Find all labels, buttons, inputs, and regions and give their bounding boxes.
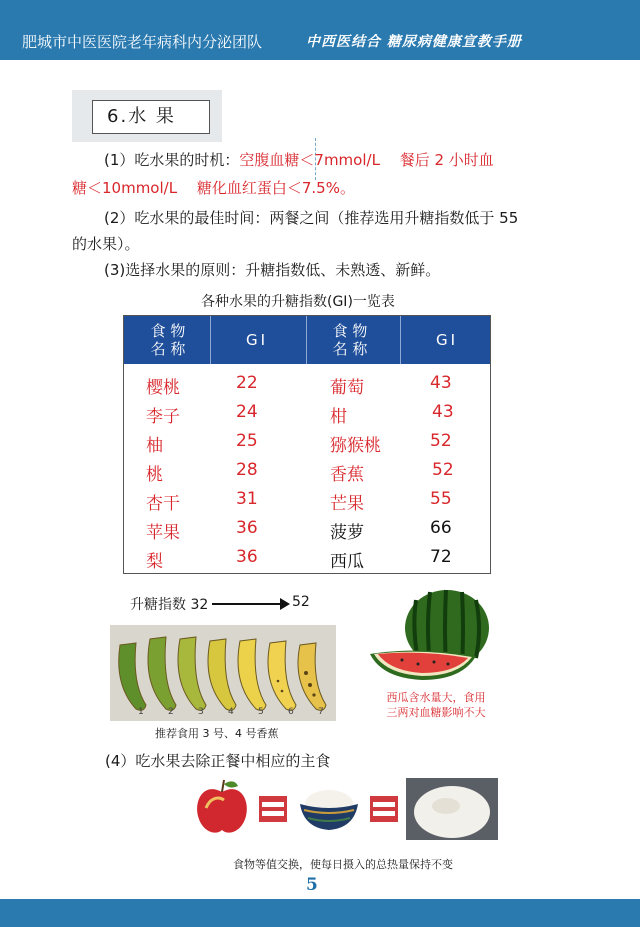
para2-line1: (2）吃水果的最佳时间：两餐之间（推荐选用升糖指数低于 55 [104, 209, 519, 227]
right-row-4-name: 香蕉 [330, 465, 364, 485]
para1-red1: 空腹血糖＜7mmol/L 餐后 2 小时血 [239, 151, 494, 169]
right-row-5-name: 芒果 [330, 494, 364, 514]
banana-number-2: 2 [168, 707, 174, 717]
banana-number-5: 5 [258, 707, 264, 717]
left-row-4-name: 桃 [146, 465, 163, 485]
banana-ripeness-image [110, 625, 336, 721]
gi-table-header [124, 316, 490, 364]
watermelon-icon [366, 588, 496, 680]
rice-bowl-icon [296, 782, 362, 834]
left-row-7-gi: 36 [236, 547, 258, 567]
left-row-6-name: 苹果 [146, 523, 180, 543]
banana-number-7: 7 [318, 707, 324, 717]
steamed-bun-icon [406, 778, 498, 840]
equals-icon [370, 796, 398, 822]
para1-line1 [104, 146, 494, 174]
left-row-7-name: 梨 [146, 552, 163, 572]
page-header [0, 0, 640, 60]
header-divider [306, 316, 307, 364]
banana-number-1: 1 [138, 707, 144, 717]
arrow-head-icon [280, 598, 290, 610]
page-footer-bar [0, 899, 640, 927]
left-row-2-gi: 24 [236, 402, 258, 422]
sub4-title: (4）吃水果去除正餐中相应的主食 [105, 752, 331, 770]
header-team-name: 肥城市中医医院老年病科内分泌团队 [22, 33, 263, 51]
right-row-1-gi: 43 [430, 373, 452, 393]
right-row-5-gi: 55 [430, 489, 452, 509]
exchange-caption: 食物等值交换，使每日摄入的总热量保持不变 [233, 858, 453, 871]
right-row-7-name: 西瓜 [330, 552, 364, 572]
right-row-6-gi: 66 [430, 518, 452, 538]
left-row-3-name: 柚 [146, 436, 163, 456]
left-row-4-gi: 28 [236, 460, 258, 480]
header-food-line1: 食 物 [150, 322, 186, 340]
left-row-2-name: 李子 [146, 407, 180, 427]
left-row-3-gi: 25 [236, 431, 258, 451]
banana-number-4: 4 [228, 707, 234, 717]
right-row-3-gi: 52 [430, 431, 452, 451]
header-manual-title: 中西医结合 糖尿病健康宣教手册 [306, 34, 522, 50]
apple-icon [194, 778, 250, 836]
watermelon-caption-line1: 西瓜含水量大，食用 [386, 691, 486, 704]
header-divider [210, 316, 211, 364]
left-row-1-gi: 22 [236, 373, 258, 393]
header-food-line2: 名 称 [150, 340, 186, 358]
banana-caption: 推荐食用 3 号、4 号香蕉 [155, 727, 279, 740]
header-gi-left: GI [246, 331, 269, 349]
banana-number-3: 3 [198, 707, 204, 717]
right-row-2-gi: 43 [432, 402, 454, 422]
right-row-4-gi: 52 [432, 460, 454, 480]
para2-line2: 的水果）。 [72, 235, 140, 253]
banana-number-6: 6 [288, 707, 294, 717]
header-food-line2: 名 称 [332, 340, 368, 358]
banana-number-row [110, 707, 336, 719]
header-food-right [320, 322, 380, 358]
left-row-5-gi: 31 [236, 489, 258, 509]
para3-line1: (3)选择水果的原则：升糖指数低、未熟透、新鲜。 [104, 261, 441, 279]
page-number: 5 [306, 875, 318, 895]
right-row-1-name: 葡萄 [330, 378, 364, 398]
right-row-7-gi: 72 [430, 547, 452, 567]
right-row-2-name: 柑 [330, 407, 347, 427]
header-divider [400, 316, 401, 364]
header-gi-right: GI [436, 331, 459, 349]
watermelon-caption [376, 690, 496, 720]
section-heading: 6.水 果 [92, 100, 210, 134]
gi-scale-arrow [212, 603, 282, 605]
equals-icon [259, 796, 287, 822]
gi-scale-end: 52 [292, 594, 310, 610]
para1-red2: 糖＜10mmol/L 糖化血红蛋白＜7.5%。 [72, 179, 355, 197]
right-row-3-name: 猕猴桃 [330, 436, 381, 456]
left-row-6-gi: 36 [236, 518, 258, 538]
left-row-1-name: 樱桃 [146, 378, 180, 398]
gi-scale-label: 升糖指数 32 [130, 597, 209, 613]
para1-prefix: (1）吃水果的时机： [104, 151, 240, 169]
header-food-left [138, 322, 198, 358]
right-row-6-name: 菠萝 [330, 523, 364, 543]
watermelon-caption-line2: 三两对血糖影响不大 [386, 706, 486, 719]
left-row-5-name: 杏干 [146, 494, 180, 514]
header-food-line1: 食 物 [332, 322, 368, 340]
gi-table-title: 各种水果的升糖指数(GI)一览表 [201, 294, 395, 310]
gi-table [123, 315, 491, 574]
